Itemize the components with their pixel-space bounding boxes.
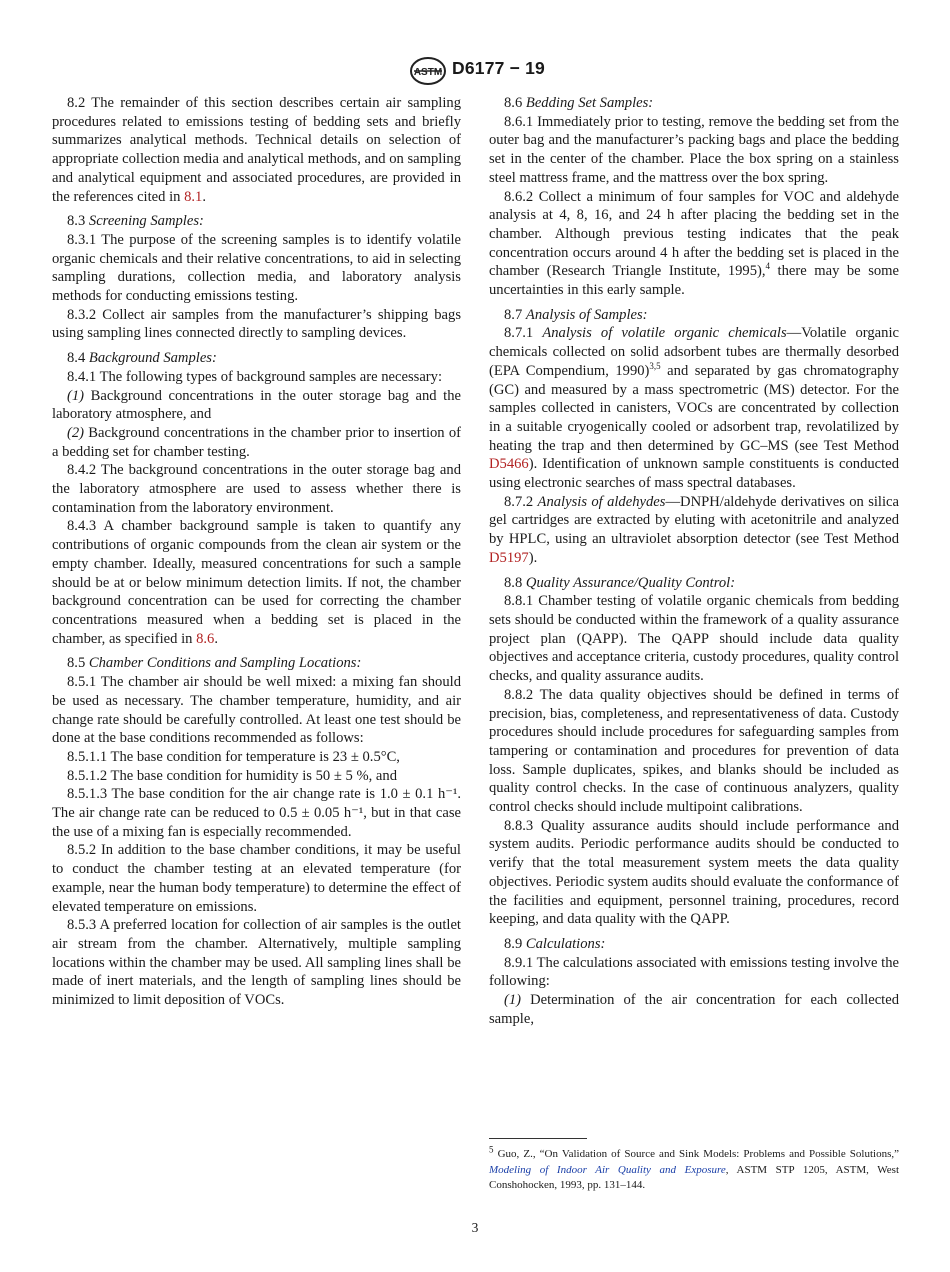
paragraph-n: 8.5.3 [67, 917, 97, 934]
paragraph-t3: ). Identification of unknown sample constituents is conducted using electronic searches of mass spectral databases. [489, 456, 899, 492]
paragraph [489, 324, 899, 492]
paragraph-n: 8.9.1 [504, 954, 534, 971]
paragraph-t: Collect a minimum of four samples for VOC and aldehyde analysis at 4, 8, 16, and 24 h after placing the bedding set in the chamber. Although previous testing indicates that the peak concentration occurs around 4 h after the bedding set is placed in the chamber (Research Triangle Institute, 1995), [489, 188, 899, 280]
paragraph-t2: . [214, 630, 218, 647]
paragraph-n: 8.5.1 [67, 674, 97, 691]
paragraph-t: The calculations associated with emissions testing involve the following: [489, 954, 899, 990]
paragraph [52, 231, 461, 306]
paragraph [52, 368, 461, 387]
paragraph-t: The purpose of the screening samples is to identify volatile organic chemicals and their relative concentrations, to aid in selecting sampling durations, collection media, and laboratory analysis methods for conducting emissions testing. [52, 231, 461, 305]
paragraph [52, 673, 461, 748]
paragraph-n: 8.5.1.1 [67, 748, 108, 765]
paragraph-t2: and separated by gas chromatography (GC) and measured by a mass spectrometric (MS) detector. For the samples collected in canisters, VOCs are concentrated by collection in a suitable cryogenically cooled or adsorbent trap, revolatilized by heating the trap and then determined by GC–MS (see Test Method [489, 362, 899, 454]
paragraph [489, 188, 899, 300]
paragraph-t: Background concentrations in the outer storage bag and the laboratory atmosphere, and [52, 387, 461, 423]
paragraph [489, 574, 899, 593]
paragraph [52, 461, 461, 517]
paragraph-it: Bedding Set Samples: [525, 95, 654, 111]
paragraph-n: 8.9 [504, 935, 523, 952]
paragraph-n: 8.4.2 [67, 462, 97, 479]
paragraph [52, 349, 461, 368]
paragraph-t: —Volatile organic chemicals collected on solid adsorbent tubes are thermally desorbed (EPA Compendium, 1990) [489, 325, 899, 379]
paragraph-it: Analysis of volatile organic chemicals [542, 325, 787, 342]
paragraph-n: 8.8 [504, 574, 523, 591]
paragraph-t: Determination of the air concentration for each collected sample, [489, 992, 899, 1027]
paragraph-n: 8.4 [67, 350, 86, 367]
paragraph-n: 8.6.1 [504, 113, 534, 130]
paragraph [489, 686, 899, 817]
paragraph-n: 8.5 [67, 655, 86, 672]
paragraph-n: 8.7.2 [504, 493, 534, 510]
paragraph-li: (1) [504, 992, 522, 1009]
paragraph-n: 8.7.1 [504, 325, 534, 342]
cross-reference-link[interactable]: 8.6 [196, 630, 215, 647]
cross-reference-link[interactable]: D5197 [489, 549, 529, 566]
paragraph-t: Collect air samples from the manufacturer’s shipping bags using sampling lines connected directly to sampling devices. [52, 306, 461, 342]
paragraph-t: The base condition for the air change rate is 1.0 ± 0.1 h⁻¹. The air change rate can be reduced to 0.5 ± 0.05 h⁻¹, but in that case the use of a mixing fan is especially recommended. [52, 786, 461, 840]
paragraph [489, 306, 899, 325]
paragraph-t: A chamber background sample is taken to quantify any contributions of organic compounds from the clean air system or the empty chamber. Ideally, measured concentrations for such a sample should be at or below minimum detection limits. If not, the chamber background concentration can be used for correcting the chamber concentrations measured when a bedding set is placed in the chamber, as specified in [52, 518, 461, 647]
paragraph-n: 8.5.2 [67, 842, 97, 859]
paragraph-it: Quality Assurance/Quality Control: [525, 574, 736, 591]
paragraph [52, 748, 461, 767]
cross-reference-link[interactable]: D5466 [489, 456, 529, 473]
paragraph-it: Analysis of aldehydes [537, 493, 666, 510]
paragraph [52, 785, 461, 841]
svg-text:ASTM: ASTM [413, 67, 443, 78]
footnote-divider [489, 1138, 587, 1139]
paragraph-t: The remainder of this section describes certain air sampling procedures related to emissions testing of bedding sets and briefly summarizes analytical methods. Technical details on selection of appropriate collection media and analytical methods, and on sampling and analytical equipment and associated procedures, are provided in the references cited in [52, 95, 461, 205]
paragraph-t: The following types of background samples are necessary: [96, 368, 443, 385]
paragraph-n: 8.8.1 [504, 593, 534, 610]
paragraph-t: Chamber testing of volatile organic chemicals from bedding sets should be conducted within the framework of a quality assurance project plan (QAPP). The QAPP should include data quality objectives and acceptance criteria, custody procedures, quality control checks, and quality assurance audits. [489, 593, 899, 685]
paragraph-n: 8.7 [504, 306, 523, 323]
astm-logo-icon [408, 56, 448, 86]
paragraph [489, 817, 899, 929]
paragraph-li: (2) [67, 424, 85, 441]
paragraph-li: (1) [67, 387, 85, 404]
paragraph [489, 954, 899, 991]
paragraph [489, 592, 899, 686]
standard-designation: D6177 − 19 [452, 58, 545, 78]
paragraph-t: The base condition for temperature is 23 ± 0.5°C, [107, 748, 400, 765]
paragraph-it: Analysis of Samples: [525, 306, 648, 323]
paragraph [52, 94, 461, 206]
paragraph-t: Immediately prior to testing, remove the bedding set from the outer bag and the manufacturer’s packing bags and place the bedding set in the center of the chamber. Place the box spring on a stainless steel mattress frame, and the mattress over the box spring. [489, 113, 899, 186]
paragraph [489, 113, 899, 188]
paragraph-n: 8.6.2 [504, 188, 534, 205]
paragraph-t2: there may be some uncertainties in this early sample. [489, 263, 899, 299]
paragraph-it: Calculations: [525, 935, 606, 952]
paragraph [52, 654, 461, 673]
footnote-5: $^5$ Guo, Z., “On Validation of Source and Sink Models: Problems and Possible Solutions,” Modeling of Indoor Air Quality and Exposure, ASTM STP 1205, ASTM, West Conshohocken, 1993, pp. 131–144. [489, 1144, 899, 1191]
cross-reference-link[interactable]: 8.1 [184, 188, 203, 205]
paragraph-t: A preferred location for collection of air samples is the outlet air stream from the chamber. Alternatively, multiple sampling locations within the chamber may be used. All sampling lines shall be made of inert materials, and the length of sampling lines should be minimized to limit deposition of VOCs. [52, 917, 461, 1009]
paragraph-n: 8.8.3 [504, 817, 534, 834]
paragraph-it: Screening Samples: [88, 213, 204, 230]
paragraph [52, 424, 461, 461]
paragraph-t3: ). [528, 549, 538, 566]
paragraph-sup: 4 [765, 261, 771, 272]
page-number: 3 [471, 1220, 479, 1235]
left-column [52, 94, 461, 1010]
paragraph [489, 493, 899, 568]
paragraph-t: The data quality objectives should be defined in terms of precision, bias, completeness, and representativeness of data. Custody procedures should include procedures for safeguarding samples from tampering or contamination and procedures for prevention of data loss. Sample duplicates, spikes, and blanks should be included as quality control checks. In the case of continuous analyzers, quality control checks should include multipoint calibrations. [489, 686, 899, 816]
paragraph-t: —DNPH/aldehyde derivatives on silica gel cartridges are extracted by eluting with acetonitrile and analyzed by HPLC, using an ultraviolet absorption detector (see Test Method [489, 493, 899, 548]
paragraph-n: 8.5.1.3 [67, 786, 108, 803]
paragraph [52, 767, 461, 786]
paragraph-n: 8.3.1 [67, 231, 97, 248]
paragraph-t: The background concentrations in the outer storage bag and the laboratory atmosphere are used to assess whether there is contamination from the laboratory environment. [52, 462, 461, 516]
paragraph-it: Chamber Conditions and Sampling Locations: [88, 655, 362, 672]
paragraph-t2: . [202, 188, 206, 205]
page-header [0, 54, 950, 88]
paragraph [52, 212, 461, 231]
paragraph-n: 8.5.1.2 [67, 767, 108, 784]
paragraph [489, 94, 899, 113]
paragraph-n: 8.4.3 [67, 518, 97, 535]
paragraph-t: The chamber air should be well mixed: a mixing fan should be used as necessary. The chamber temperature, humidity, and air change rate should be carefully controlled. At least one test should be done at the base conditions recommended as follows: [52, 674, 461, 747]
paragraph-t: Quality assurance audits should include performance and system audits. Periodic performance audits should be conducted to verify that the total measurement system meets the data quality objectives. Periodic system audits should evaluate the conformance of the facilities and equipment, personnel training, procedures, record keeping, and data quality with the QAPP. [489, 817, 899, 928]
paragraph [489, 935, 899, 954]
paragraph [52, 306, 461, 343]
paragraph-sup: 3,5 [649, 360, 661, 371]
paragraph-n: 8.8.2 [504, 686, 534, 703]
paragraph-n: 8.3 [67, 213, 86, 230]
paragraph-n: 8.6 [504, 95, 523, 111]
paragraph-n: 8.3.2 [67, 306, 97, 323]
paragraph [52, 916, 461, 1010]
paragraph-it: Background Samples: [88, 350, 217, 367]
paragraph-n: 8.4.1 [67, 368, 97, 385]
paragraph [489, 991, 899, 1028]
paragraph-t: The base condition for humidity is 50 ± 5 %, and [107, 767, 397, 784]
footnote-link[interactable]: Modeling of Indoor Air Quality and Exposure [489, 1163, 726, 1176]
paragraph-t: In addition to the base chamber conditions, it may be useful to conduct the chamber testing at an elevated temperature (for example, near the human body temperature) to determine the effect of elevated temperature on emissions. [52, 842, 461, 915]
paragraph [52, 387, 461, 424]
paragraph-n: 8.2 [67, 95, 86, 111]
paragraph-t: Background concentrations in the chamber prior to insertion of a bedding set for chamber testing. [52, 424, 461, 460]
right-column [489, 94, 899, 1028]
paragraph [52, 841, 461, 916]
paragraph [52, 517, 461, 648]
